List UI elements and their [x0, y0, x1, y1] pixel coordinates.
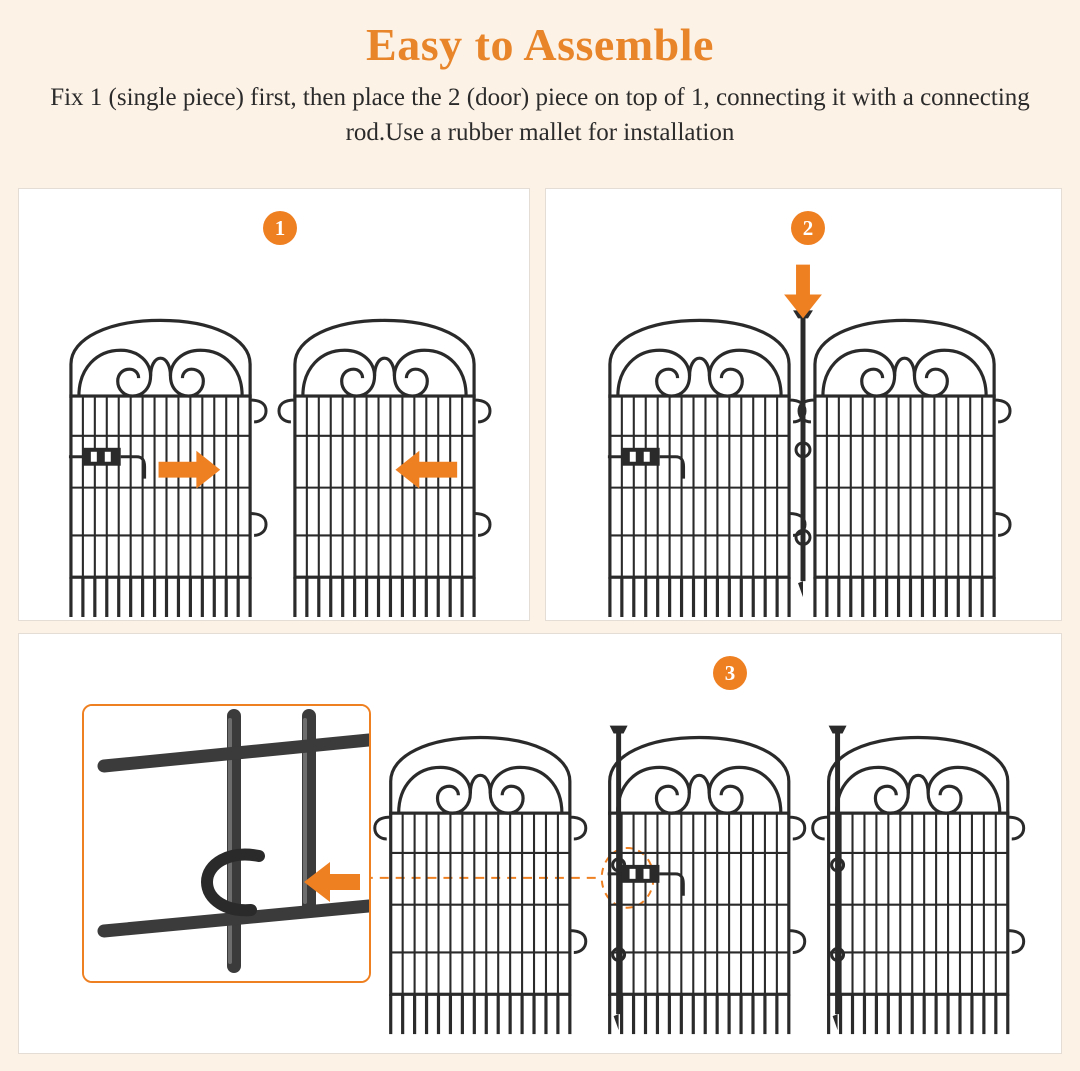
header: [0, 0, 1080, 186]
panel-step-2: [545, 188, 1062, 621]
panels-container: [18, 188, 1062, 1054]
panel-step-1: [18, 188, 530, 621]
page-title: Easy to Assemble: [366, 19, 714, 70]
step-badge-1: 1: [263, 211, 297, 245]
step-badge-3: 3: [713, 656, 747, 690]
panel-2-illustration: [546, 189, 1061, 620]
page-subtitle: Fix 1 (single piece) first, then place the 2 (door) piece on top of 1, connecting it with a connecting rod.Use a rubber mallet for installation: [50, 84, 1030, 146]
panel-1-illustration: [19, 189, 529, 620]
connecting-rod: [793, 310, 813, 597]
panel-step-3: [18, 633, 1062, 1054]
detail-callout: [82, 704, 371, 983]
step-badge-2: 2: [791, 211, 825, 245]
detail-callout-illustration: [84, 706, 369, 981]
